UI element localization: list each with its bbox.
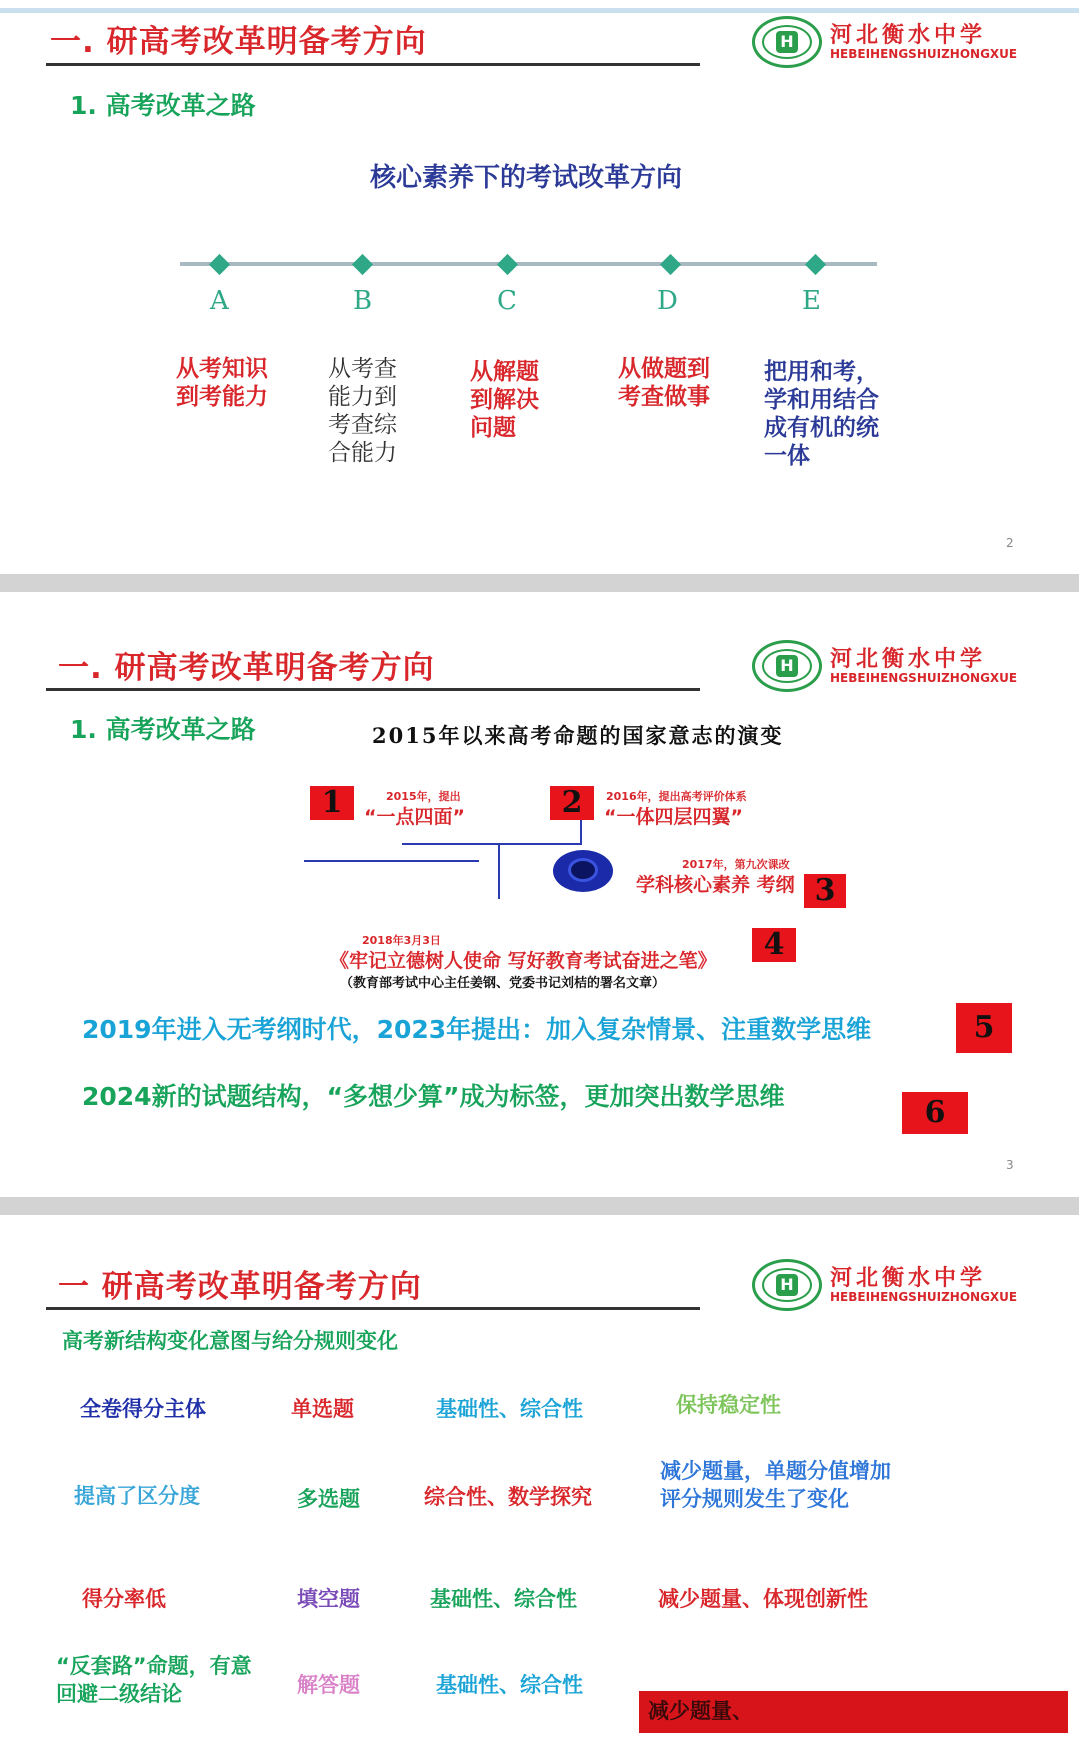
- item-4-article: 《牢记立德树人使命 写好教育考试奋进之笔》: [330, 950, 717, 972]
- target-inner: [568, 858, 598, 882]
- connector-line: [304, 860, 479, 862]
- timeline-dot: [209, 254, 230, 275]
- item-2-year: 2016年，提出高考评价体系: [606, 790, 747, 803]
- slide-title: 一. 研高考改革明备考方向: [50, 24, 427, 60]
- slide-subtitle: 1. 高考改革之路: [70, 91, 256, 120]
- number-box-1: 1: [310, 786, 354, 820]
- school-seal-icon: H: [752, 1259, 822, 1311]
- school-logo: [752, 640, 1022, 692]
- slide-title: 一 研高考改革明备考方向: [58, 1269, 422, 1305]
- timeline-dot: [352, 254, 373, 275]
- timeline-dot: [497, 254, 518, 275]
- timeline-letter-a: A: [210, 286, 229, 316]
- slide-4: [0, 1215, 1079, 1751]
- logo-english-name: HEBEIHENGSHUIZHONGXUE: [830, 671, 1018, 685]
- timeline-letter-c: C: [497, 286, 517, 316]
- school-seal-icon: H: [752, 640, 822, 692]
- logo-chinese-name: 河北衡水中学: [830, 1266, 987, 1291]
- number-box-3: 3: [804, 874, 846, 908]
- number-box-5: 5: [956, 1003, 1012, 1053]
- item-3-year: 2017年，第九次课改: [682, 858, 790, 871]
- logo-chinese-name: 河北衡水中学: [830, 23, 987, 48]
- number-box-2: 2: [550, 786, 594, 820]
- row-3-intent: 得分率低: [82, 1587, 166, 1611]
- row-1-nature: 基础性、综合性: [436, 1397, 583, 1421]
- row-1-type: 单选题: [291, 1397, 354, 1421]
- row-2-nature: 综合性、数学探究: [424, 1485, 592, 1509]
- row-2-change: 减少题量，单题分值增加评分规则发生了变化: [660, 1459, 891, 1511]
- school-seal-icon: H: [752, 16, 822, 68]
- row-1-intent: 全卷得分主体: [80, 1397, 206, 1421]
- number-box-6: 6: [902, 1092, 968, 1134]
- slide-heading: 2015年以来高考命题的国家意志的演变: [372, 723, 784, 748]
- timeline-desc-b: 从考查能力到考查综合能力: [328, 356, 397, 466]
- row-1-change: 保持稳定性: [676, 1393, 781, 1417]
- item-1-year: 2015年，提出: [386, 790, 461, 803]
- row-4-intent: “反套路”命题，有意回避二级结论: [56, 1654, 252, 1706]
- slide-2: [0, 0, 1079, 574]
- item-3-label: 学科核心素养 考纲: [636, 874, 795, 896]
- title-divider: [46, 688, 700, 691]
- row-4-nature: 基础性、综合性: [436, 1673, 583, 1697]
- timeline-desc-d: 从做题到考查做事: [618, 356, 710, 410]
- timeline-letter-e: E: [802, 286, 821, 316]
- row-2-intent: 提高了区分度: [74, 1484, 200, 1508]
- logo-english-name: HEBEIHENGSHUIZHONGXUE: [830, 47, 1018, 61]
- item-1-label: “一点四面”: [364, 806, 465, 828]
- number-box-4: 4: [752, 928, 796, 962]
- item-4-note: （教育部考试中心主任姜钢、党委书记刘桔的署名文章）: [340, 976, 666, 991]
- timeline-dot: [805, 254, 826, 275]
- page-number: 2: [1006, 536, 1014, 550]
- timeline-desc-e: 把用和考，学和用结合成有机的统一体: [764, 359, 879, 469]
- logo-chinese-name: 河北衡水中学: [830, 647, 987, 672]
- timeline-desc-a: 从考知识到考能力: [176, 356, 268, 410]
- item-4-date: 2018年3月3日: [362, 934, 441, 947]
- school-logo: [752, 16, 1022, 68]
- connector-line: [498, 843, 500, 899]
- row-3-change: 减少题量、体现创新性: [658, 1587, 868, 1611]
- timeline-desc-c: 从解题到解决问题: [470, 359, 539, 441]
- timeline-line: [180, 262, 877, 266]
- logo-english-name: HEBEIHENGSHUIZHONGXUE: [830, 1290, 1018, 1304]
- row-3-type: 填空题: [297, 1587, 360, 1611]
- row-2-type: 多选题: [297, 1487, 360, 1511]
- item-5-text: 2019年进入无考纲时代，2023年提出：加入复杂情景、注重数学思维: [82, 1015, 872, 1044]
- title-divider: [46, 63, 700, 66]
- school-logo: [752, 1259, 1022, 1311]
- slide-subtitle: 1. 高考改革之路: [70, 715, 256, 744]
- slide-subtitle: 高考新结构变化意图与给分规则变化: [62, 1329, 398, 1353]
- item-6-text: 2024新的试题结构，“多想少算”成为标签，更加突出数学思维: [82, 1082, 785, 1111]
- slide-3: [0, 592, 1079, 1197]
- item-2-label: “一体四层四翼”: [604, 806, 743, 828]
- row-3-nature: 基础性、综合性: [430, 1587, 577, 1611]
- page-number: 3: [1006, 1158, 1014, 1172]
- title-divider: [46, 1307, 700, 1310]
- slide-top-bar: [0, 8, 1079, 13]
- slide-title: 一. 研高考改革明备考方向: [58, 650, 435, 686]
- connector-line: [580, 820, 582, 844]
- row-4-type: 解答题: [297, 1673, 360, 1697]
- timeline-letter-d: D: [657, 286, 678, 316]
- row-4-change: 减少题量、: [648, 1699, 753, 1723]
- slide-heading: 核心素养下的考试改革方向: [370, 163, 683, 193]
- timeline-letter-b: B: [353, 286, 373, 316]
- timeline-dot: [660, 254, 681, 275]
- connector-line: [402, 843, 582, 845]
